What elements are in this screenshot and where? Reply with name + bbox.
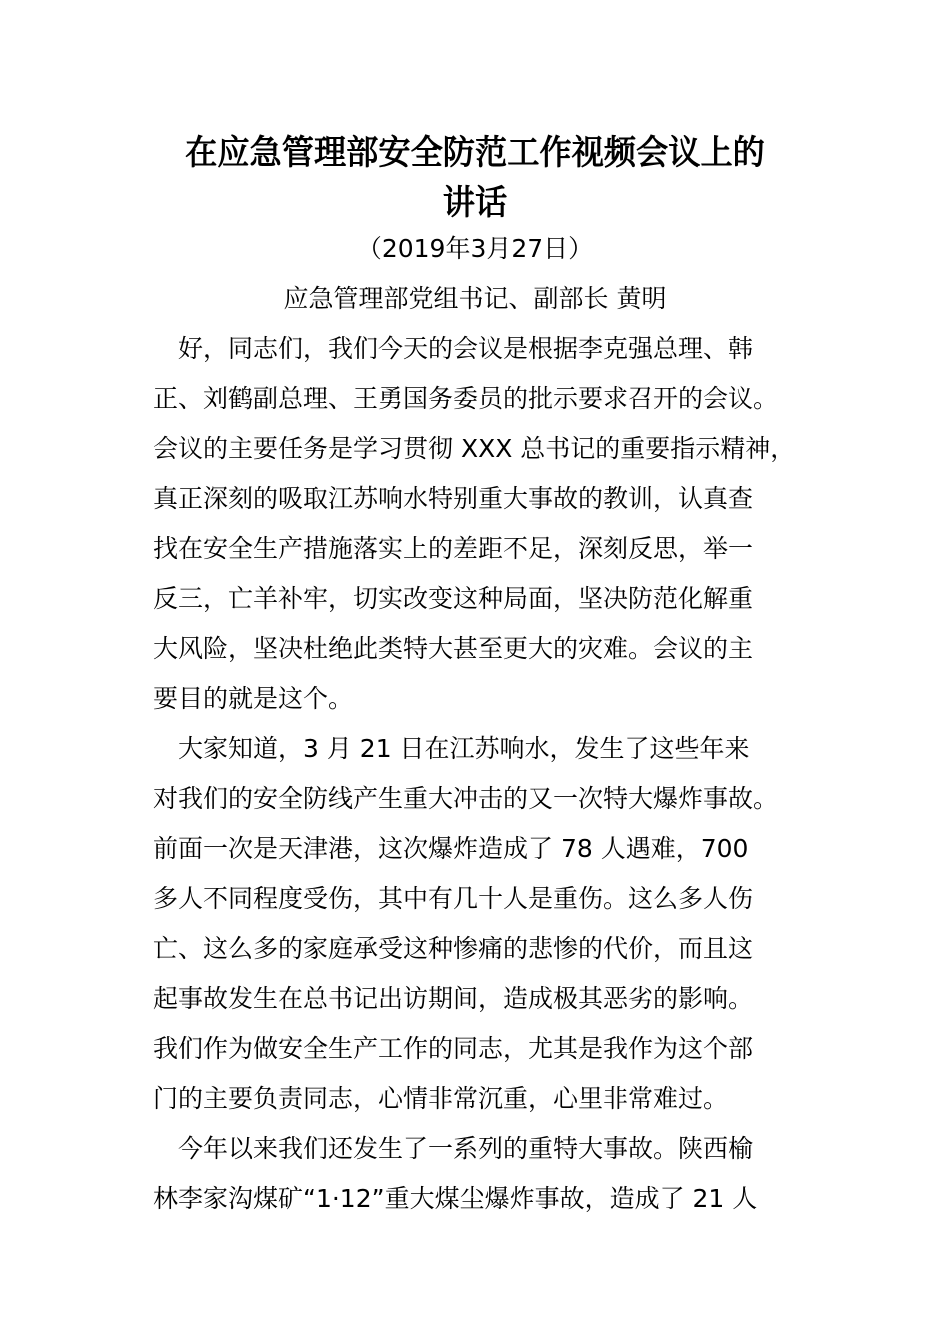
paragraph-line: 前面一次是天津港，这次爆炸造成了 78 人遇难，700 <box>153 834 749 863</box>
document-author: 应急管理部党组书记、副部长 黄明 <box>283 284 667 313</box>
document-title-line-1: 在应急管理部安全防范工作视频会议上的 <box>185 133 765 173</box>
paragraph-line: 好，同志们，我们今天的会议是根据李克强总理、韩 <box>153 334 754 363</box>
paragraph-line: 林李家沟煤矿“1·12”重大煤尘爆炸事故，造成了 21 人 <box>153 1184 758 1213</box>
paragraph-line: 大家知道，3 月 21 日在江苏响水，发生了这些年来 <box>153 734 750 763</box>
paragraph-line: 多人不同程度受伤，其中有几十人是重伤。这么多人伤 <box>153 884 754 913</box>
paragraph-line: 我们作为做安全生产工作的同志，尤其是我作为这个部 <box>153 1034 754 1063</box>
paragraph-line: 大风险，坚决杜绝此类特大甚至更大的灾难。会议的主 <box>153 634 754 663</box>
paragraph-line: 反三，亡羊补牢，切实改变这种局面，坚决防范化解重 <box>153 584 754 613</box>
paragraph-line: 起事故发生在总书记出访期间，造成极其恶劣的影响。 <box>153 984 754 1013</box>
paragraph-line: 正、刘鹤副总理、王勇国务委员的批示要求召开的会议。 <box>153 384 779 413</box>
paragraph-line: 要目的就是这个。 <box>153 684 354 713</box>
paragraph-line: 亡、这么多的家庭承受这种惨痛的悲惨的代价，而且这 <box>153 934 754 963</box>
paragraph-line: 门的主要负责同志，心情非常沉重，心里非常难过。 <box>153 1084 729 1113</box>
paragraph-line: 对我们的安全防线产生重大冲击的又一次特大爆炸事故。 <box>153 784 779 813</box>
document-title-line-2: 讲话 <box>442 183 508 223</box>
paragraph-line: 今年以来我们还发生了一系列的重特大事故。陕西榆 <box>153 1134 754 1163</box>
paragraph-line: 会议的主要任务是学习贯彻 XXX 总书记的重要指示精神， <box>153 434 796 463</box>
document-date: （2019年3月27日） <box>356 234 594 263</box>
paragraph-line: 真正深刻的吸取江苏响水特别重大事故的教训，认真查 <box>153 484 754 513</box>
paragraph-line: 找在安全生产措施落实上的差距不足，深刻反思，举一 <box>153 534 754 563</box>
